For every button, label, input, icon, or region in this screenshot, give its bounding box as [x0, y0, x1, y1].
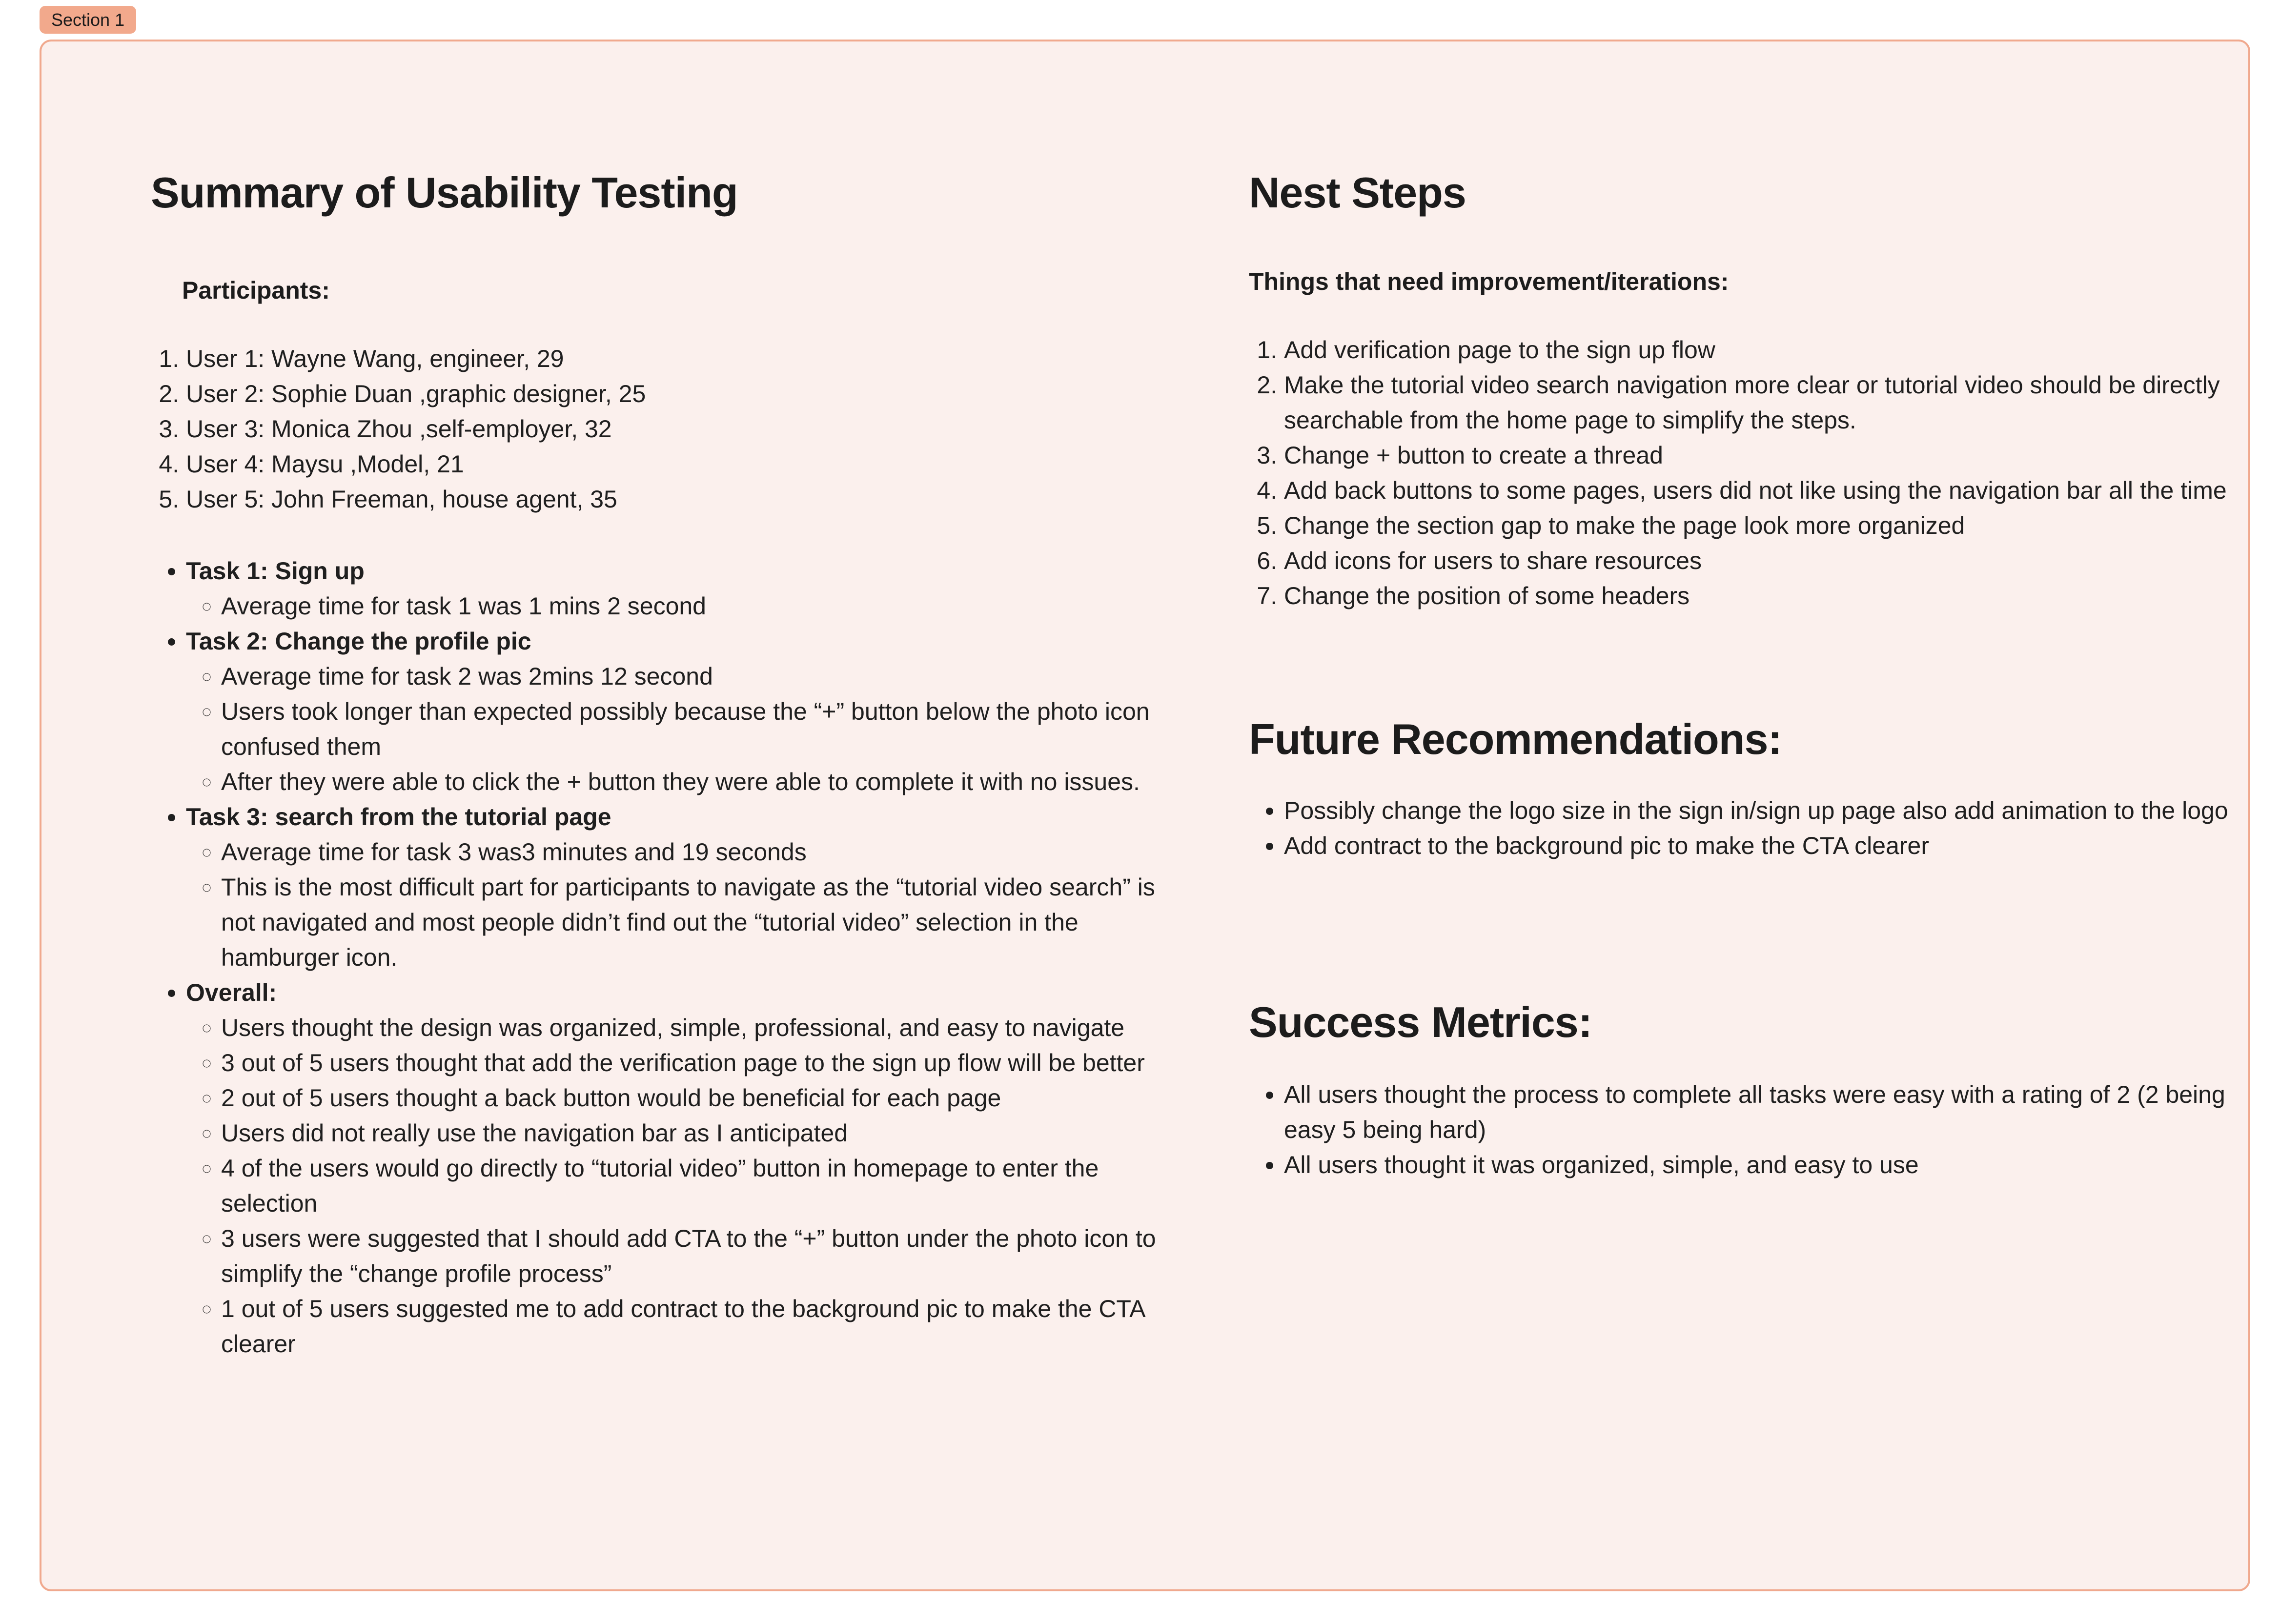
improvement-item: 4. Add back buttons to some pages, users did not like using the navigation bar all the time	[1284, 473, 2250, 508]
participants-list	[151, 341, 1162, 517]
participant-item: 4. User 4: Maysu ,Model, 21	[186, 447, 1162, 482]
task-point: ◦ Average time for task 1 was 1 mins 2 second	[221, 589, 1162, 624]
task-point: ◦ 3 users were suggested that I should add CTA to the “+” button under the photo icon to simplify the “change profile process”	[221, 1221, 1162, 1291]
metrics-list	[1249, 1077, 2250, 1182]
task-point: ◦ Users thought the design was organized, simple, professional, and easy to navigate	[221, 1010, 1162, 1045]
future-item: • Possibly change the logo size in the sign in/sign up page also add animation to the logo	[1284, 793, 2250, 828]
task-points	[186, 1010, 1162, 1361]
task-points	[186, 834, 1162, 975]
improvement-item: 5. Change the section gap to make the page look more organized	[1284, 508, 2250, 543]
improvement-item: 6. Add icons for users to share resources	[1284, 543, 2250, 578]
participants-label: Participants:	[182, 277, 330, 304]
task-label: Overall:	[186, 979, 277, 1006]
task-point: ◦ 3 out of 5 users thought that add the verification page to the sign up flow will be better	[221, 1045, 1162, 1080]
participant-item: 1. User 1: Wayne Wang, engineer, 29	[186, 341, 1162, 376]
next-steps-title: Nest Steps	[1249, 168, 1466, 217]
task-label: Task 1: Sign up	[186, 557, 365, 585]
participant-item: 3. User 3: Monica Zhou ,self-employer, 32	[186, 411, 1162, 447]
improvement-item: 2. Make the tutorial video search navigation more clear or tutorial video should be directly searchable from the home page to simplify the steps.	[1284, 367, 2250, 438]
task-point: ◦ 2 out of 5 users thought a back button would be beneficial for each page	[221, 1080, 1162, 1116]
participant-item: 2. User 2: Sophie Duan ,graphic designer, 25	[186, 376, 1162, 411]
task-point: ◦ After they were able to click the + button they were able to complete it with no issues.	[221, 764, 1162, 799]
task-point: ◦ Users took longer than expected possibly because the “+” button below the photo icon confused them	[221, 694, 1162, 764]
summary-title: Summary of Usability Testing	[151, 168, 738, 217]
section-frame	[40, 40, 2250, 1591]
task-point: ◦ Average time for task 2 was 2mins 12 second	[221, 659, 1162, 694]
future-recommendations-title: Future Recommendations:	[1249, 715, 1782, 763]
task-item	[186, 624, 1162, 799]
success-metrics-title: Success Metrics:	[1249, 998, 1592, 1046]
task-point: ◦ Users did not really use the navigation bar as I anticipated	[221, 1116, 1162, 1151]
section-label[interactable]: Section 1	[40, 6, 136, 34]
task-point: ◦ 1 out of 5 users suggested me to add contract to the background pic to make the CTA clearer	[221, 1291, 1162, 1361]
future-item: • Add contract to the background pic to make the CTA clearer	[1284, 828, 2250, 863]
task-item	[186, 975, 1162, 1361]
metric-item: • All users thought it was organized, simple, and easy to use	[1284, 1147, 2250, 1182]
improvements-label: Things that need improvement/iterations:	[1249, 268, 1729, 295]
task-item	[186, 799, 1162, 975]
improvement-item: 3. Change + button to create a thread	[1284, 438, 2250, 473]
task-label: Task 3: search from the tutorial page	[186, 803, 611, 831]
task-label: Task 2: Change the profile pic	[186, 628, 531, 655]
task-point: ◦ This is the most difficult part for participants to navigate as the “tutorial video search” is not navigated and most people didn’t find out the “tutorial video” selection in the hamburger icon.	[221, 870, 1162, 975]
improvement-item: 1. Add verification page to the sign up flow	[1284, 332, 2250, 367]
task-points	[186, 659, 1162, 799]
task-point: ◦ Average time for task 3 was3 minutes and 19 seconds	[221, 834, 1162, 870]
task-item	[186, 553, 1162, 624]
participant-item: 5. User 5: John Freeman, house agent, 35	[186, 482, 1162, 517]
task-point: ◦ 4 of the users would go directly to “tutorial video” button in homepage to enter the selection	[221, 1151, 1162, 1221]
task-list	[151, 553, 1162, 1361]
task-points	[186, 589, 1162, 624]
improvement-item: 7. Change the position of some headers	[1284, 578, 2250, 613]
future-list	[1249, 793, 2250, 863]
improvements-list	[1249, 332, 2250, 613]
metric-item: • All users thought the process to complete all tasks were easy with a rating of 2 (2 being easy 5 being hard)	[1284, 1077, 2250, 1147]
